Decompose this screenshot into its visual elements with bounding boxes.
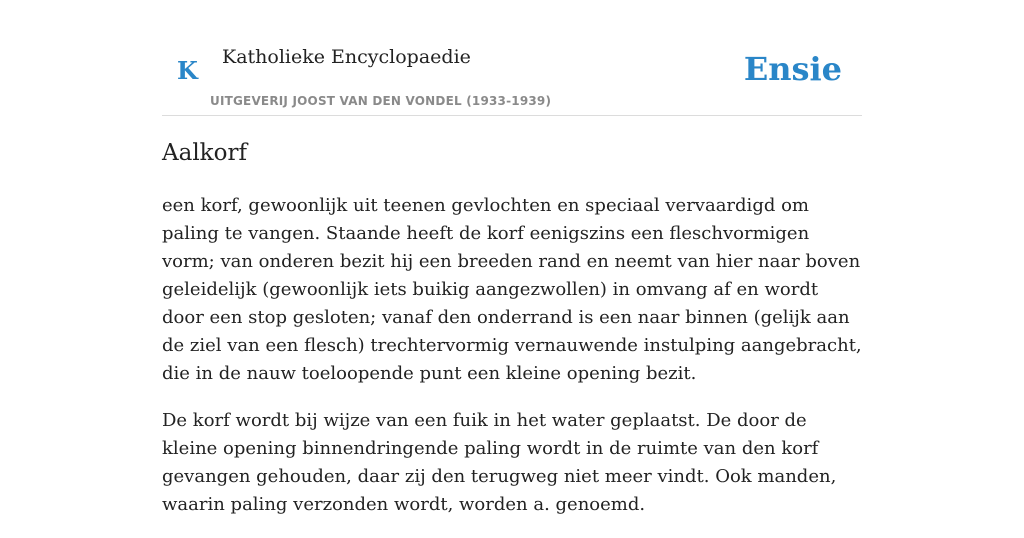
publisher-label: UITGEVERIJ JOOST VAN DEN VONDEL (1933-1939) [210,94,552,108]
site-title[interactable]: Katholieke Encyclopaedie [222,46,471,68]
ensie-logo-link[interactable]: Ensie [743,50,842,88]
article-paragraph: een korf, gewoonlijk uit teenen gevlochten en speciaal vervaardigd om paling te vangen. Staande heeft de korf eenigszins een fleschvormigen vorm; van onderen bezit hij een breeden rand en neemt van hier naar boven geleidelijk (gewoonlijk iets buikig aangezwollen) in omvang af en wordt door een stop gesloten; vanaf den onderrand is een naar binnen (gelijk aan de ziel van een flesch) trechtervormig vernauwende instulping aangebracht, die in de nauw toeloopende punt een kleine opening bezit. [162,195,862,384]
article-body [162,192,862,538]
logo-k-icon[interactable]: K [177,56,198,85]
site-header [162,0,862,116]
article-title: Aalkorf [162,140,247,166]
article-paragraph: De korf wordt bij wijze van een fuik in het water geplaatst. De door de kleine opening binnendringende paling wordt in de ruimte van den korf gevangen gehouden, daar zij den terugweg niet meer vindt. Ook manden, waarin paling verzonden wordt, worden a. genoemd. [162,410,837,515]
page [162,0,862,515]
